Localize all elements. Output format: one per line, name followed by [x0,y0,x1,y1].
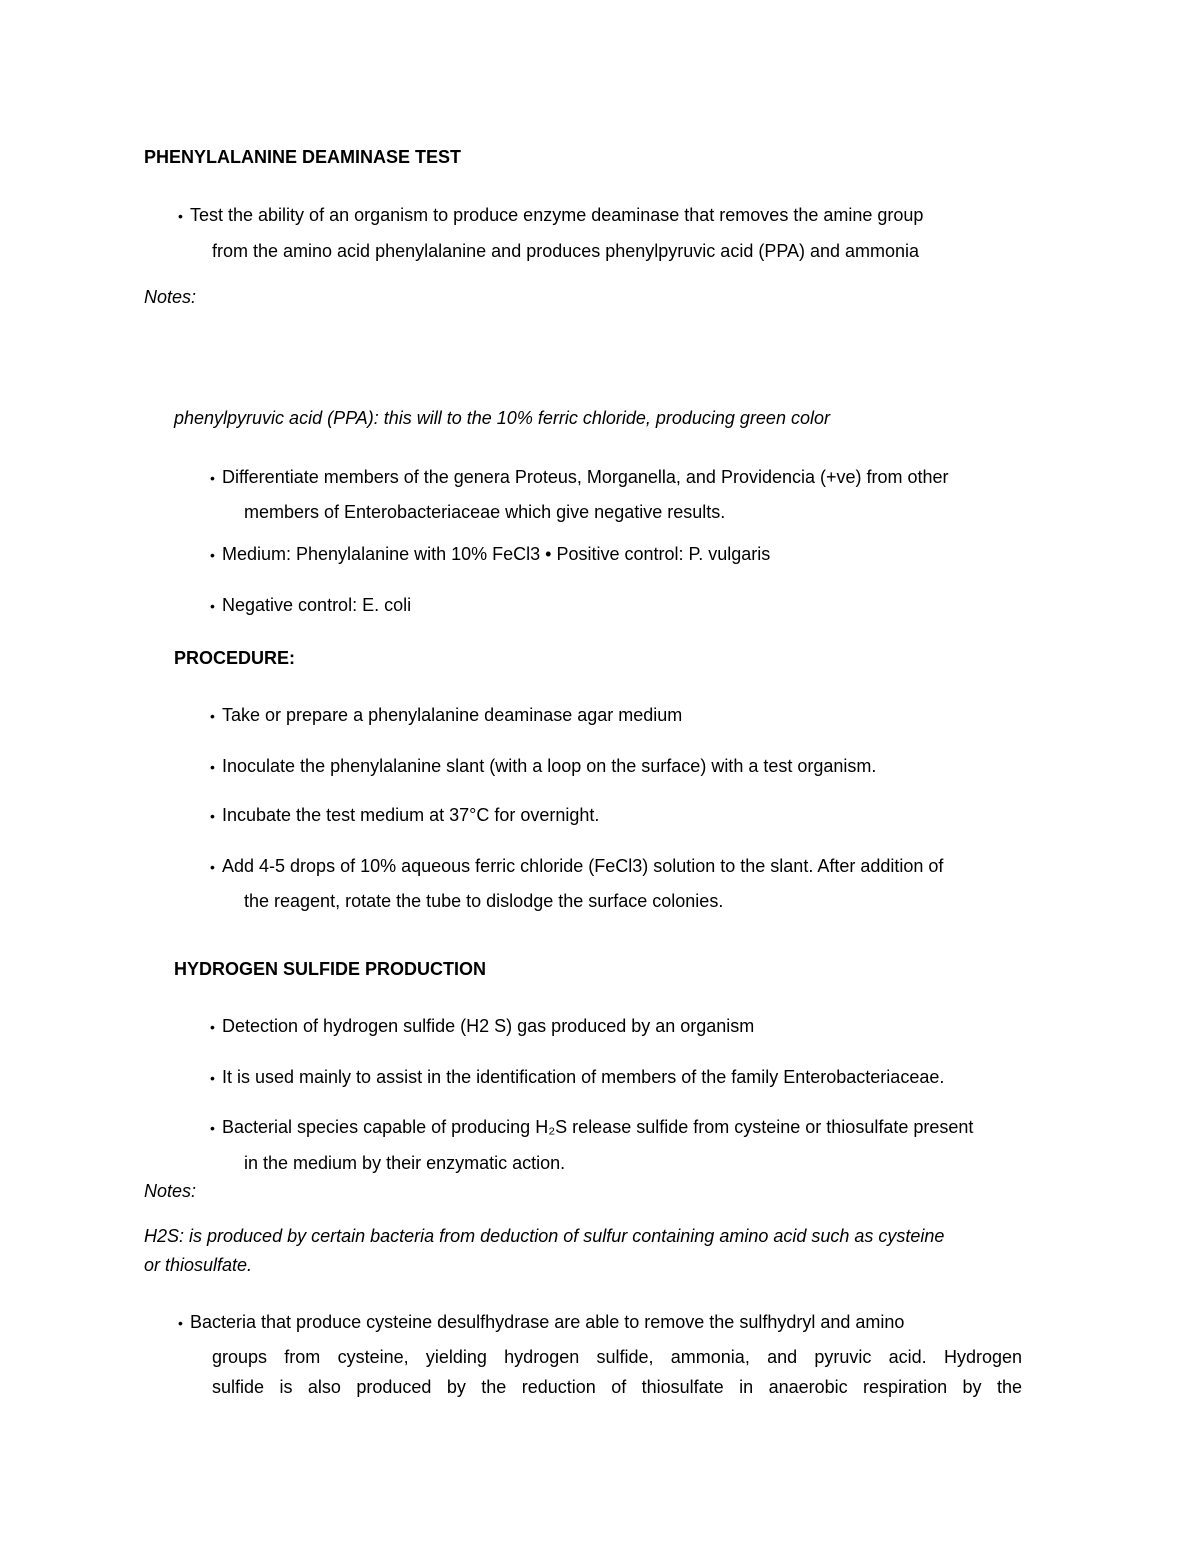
bullet-text: Bacterial species capable of producing H₂S release sulfide from cysteine or thiosulfate present [222,1117,974,1137]
bullet-text: Add 4-5 drops of 10% aqueous ferric chloride (FeCl3) solution to the slant. After addition of [222,856,944,876]
note-h2s-line1: H2S: is produced by certain bacteria from deduction of sulfur containing amino acid such as cysteine [144,1226,945,1246]
bullet-icon: • [210,859,215,875]
note-ppa: phenylpyruvic acid (PPA): this will to the 10% ferric chloride, producing green color [174,408,830,428]
bullet-continuation: from the amino acid phenylalanine and produces phenylpyruvic acid (PPA) and ammonia [212,241,920,261]
bullet-item-differentiate [210,466,949,489]
notes-label: Notes: [144,287,197,307]
bullet-text: Test the ability of an organism to produce enzyme deaminase that removes the amine group [190,205,924,225]
bullet-continuation: in the medium by their enzymatic action. [244,1153,566,1173]
bullet-icon: • [210,759,215,775]
heading-hydrogen-sulfide-production: HYDROGEN SULFIDE PRODUCTION [174,959,487,979]
bullet-text: Medium: Phenylalanine with 10% FeCl3 • Positive control: P. vulgaris [222,544,771,564]
heading-procedure: PROCEDURE: [174,648,296,668]
bullet-text: Negative control: E. coli [222,595,412,615]
bullet-icon: • [210,598,215,614]
procedure-step [210,704,682,727]
procedure-step [210,755,876,778]
bullet-continuation: groups from cysteine, yielding hydrogen sulfide, ammonia, and pyruvic acid. Hydrogen [212,1347,1022,1367]
bullet-item-medium [210,543,770,566]
procedure-step [210,855,943,878]
bullet-item-bacterial-species [210,1116,973,1139]
bullet-text: Differentiate members of the genera Proteus, Morganella, and Providencia (+ve) from other [222,467,949,487]
bullet-icon: • [210,808,215,824]
bullet-icon: • [210,470,215,486]
bullet-continuation: sulfide is also produced by the reduction of thiosulfate in anaerobic respiration by the [212,1377,1022,1397]
note-h2s-line2: or thiosulfate. [144,1255,253,1275]
bullet-text: Inoculate the phenylalanine slant (with a loop on the surface) with a test organism. [222,756,877,776]
bullet-icon: • [210,1070,215,1086]
heading-phenylalanine-deaminase-test: PHENYLALANINE DEAMINASE TEST [144,147,462,167]
bullet-icon: • [210,547,215,563]
bullet-item-used-mainly [210,1066,944,1089]
bullet-icon: • [210,708,215,724]
bullet-text: Bacteria that produce cysteine desulfhydrase are able to remove the sulfhydryl and amino [190,1312,905,1332]
bullet-text: Incubate the test medium at 37°C for overnight. [222,805,600,825]
bullet-icon: • [210,1120,215,1136]
bullet-item-detection [210,1015,754,1038]
bullet-text: Take or prepare a phenylalanine deaminase agar medium [222,705,683,725]
bullet-item-cysteine-desulfhydrase [178,1311,904,1334]
bullet-item-test-ability [178,204,923,227]
bullet-icon: • [210,1019,215,1035]
bullet-icon: • [178,1315,183,1331]
bullet-text: It is used mainly to assist in the identification of members of the family Enterobacteriaceae. [222,1067,945,1087]
notes-label: Notes: [144,1181,197,1201]
bullet-item-negative-control [210,594,411,617]
bullet-icon: • [178,208,183,224]
bullet-continuation: the reagent, rotate the tube to dislodge the surface colonies. [244,891,724,911]
bullet-continuation: members of Enterobacteriaceae which give negative results. [244,502,726,522]
bullet-text: Detection of hydrogen sulfide (H2 S) gas produced by an organism [222,1016,755,1036]
procedure-step [210,804,599,827]
